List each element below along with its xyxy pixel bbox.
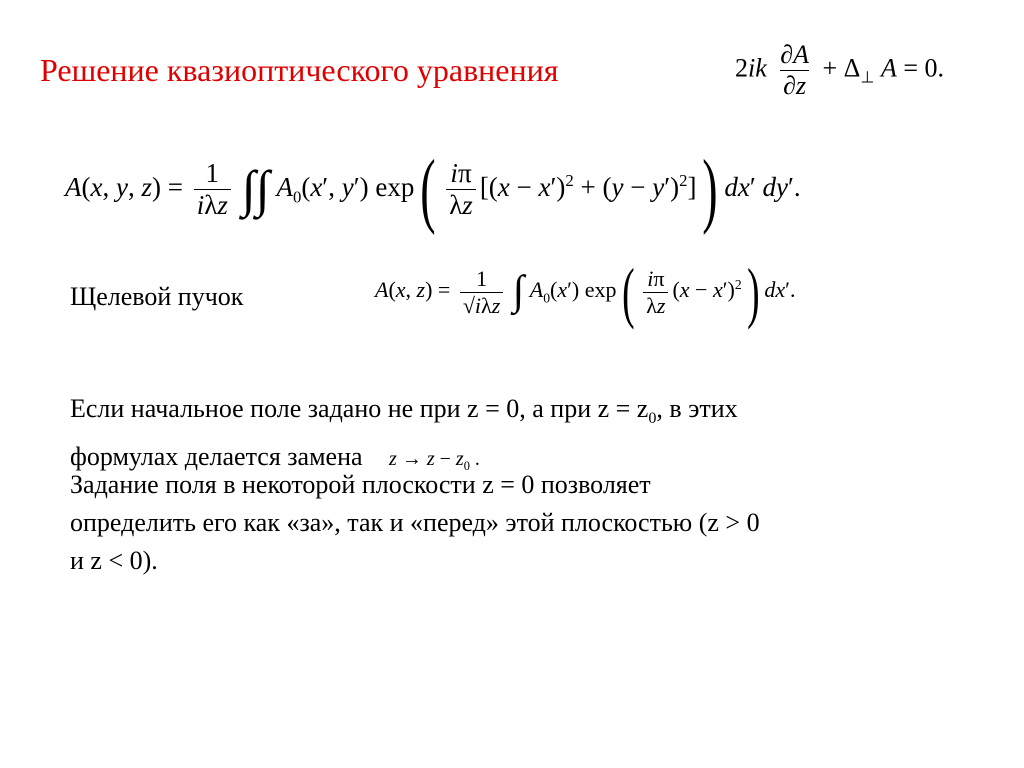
substitution-formula: $z \to z - z_0$ . [389, 448, 480, 474]
paragraph2-line2: определить его как «за», так и «перед» этой плоскостью (z > 0 [70, 508, 760, 537]
paragraph2-line1: Задание поля в некоторой плоскости z = 0 позволяет [70, 470, 651, 499]
paragraph-plane-definition [70, 466, 760, 580]
paragraph2-line3: и z < 0). [70, 546, 158, 575]
equation-quasioptical: 2ik $\frac{\partial A}{\partial z}$ + $\Delta_\perp$ A = 0. [735, 40, 945, 100]
paragraph1-line1: Если начальное поле задано не при z = 0, а при $z = z_0$, в этих [70, 394, 738, 428]
equation-slit-beam: A(x, z) = $\frac{1}{\text{√iλz}}$ ∫ $A_0(x')$ exp( $\frac{i\pi}{\lambda z}$ $(x - x')^2$) dx′. [375, 254, 796, 330]
paragraph1-line2: формулах делается замена $z \to z - z_0$ . [70, 442, 480, 474]
slide-title: Решение квазиоптического уравнения [40, 52, 559, 88]
slit-beam-label: Щелевой пучок [70, 282, 244, 311]
equation-general-solution: A(x, y, z) = $\frac{1}{\text{iλz}}$ ∫∫ $A_0(x'$, y′) exp( $\frac{i\pi}{\lambda z}$ $[(x - x')^2 + (y - y')^2]$) dx′ dy′. [65, 143, 801, 236]
